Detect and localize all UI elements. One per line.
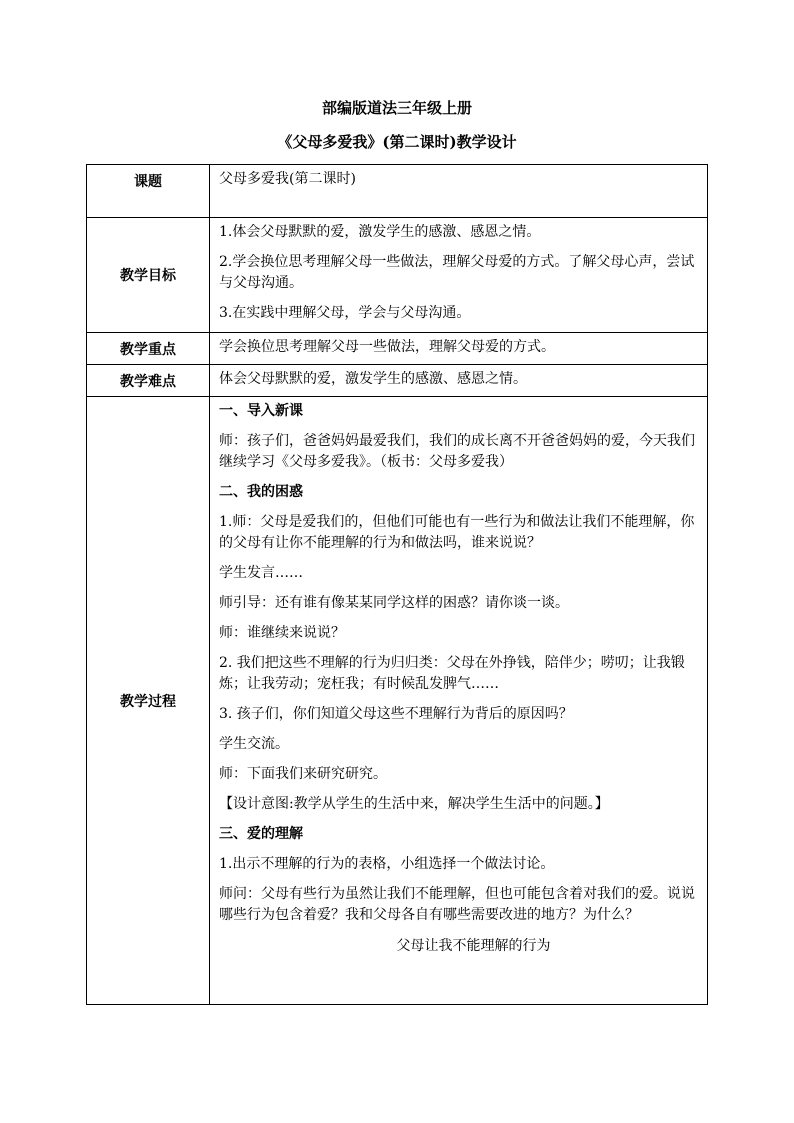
document-title: 部编版道法三年级上册: [321, 99, 472, 117]
paragraph: 1.师：父母是爱我们的，但他们可能也有一些行为和做法让我们不能理解，你的父母有让你不能理解的行为和做法吗，谁来说说？: [219, 514, 695, 551]
document-subtitle: 《父母多爱我》(第二课时)教学设计: [277, 133, 517, 151]
difficulty-label: 教学难点: [87, 365, 210, 397]
paragraph: 师：谁继续来说说？: [219, 625, 345, 641]
process-content: [210, 397, 708, 1005]
paragraph: 师问：父母有些行为虽然让我们不能理解，但也可能包含着对我们的爱。说说哪些行为包含着爱？我和父母各自有哪些需要改进的地方？为什么？: [219, 886, 695, 923]
paragraph: 1.出示不理解的行为的表格，小组选择一个做法讨论。: [219, 856, 555, 872]
design-intent: 【设计意图:教学从学生的生活中来，解决学生生活中的问题。】: [219, 796, 609, 812]
objectives-content: [210, 218, 708, 333]
objective-item: 2.学会换位思考理解父母一些做法，理解父母爱的方式。了解父母心声，尝试与父母沟通。: [219, 254, 695, 291]
objectives-label: 教学目标: [87, 218, 210, 333]
paragraph: 学生交流。: [219, 736, 289, 752]
objective-item: 1.体会父母默默的爱，激发学生的感激、感恩之情。: [219, 224, 541, 240]
difficulty-content: 体会父母默默的爱，激发学生的感激、感恩之情。: [210, 365, 708, 397]
table-row-process: [87, 397, 708, 1005]
paragraph: 师引导：还有谁有像某某同学这样的困惑？请你谈一谈。: [219, 595, 569, 611]
process-label: 教学过程: [87, 397, 210, 1005]
topic-content: 父母多爱我(第二课时): [210, 165, 708, 218]
section-heading: 二、我的困惑: [219, 484, 303, 500]
table-caption: 父母让我不能理解的行为: [396, 938, 551, 954]
paragraph: 师：下面我们来研究研究。: [219, 766, 387, 782]
section-heading: 三、爱的理解: [219, 826, 303, 842]
section-heading: 一、导入新课: [219, 403, 303, 419]
table-row-difficulty: [87, 365, 708, 397]
topic-label: 课题: [87, 165, 210, 218]
paragraph: 3. 孩子们，你们知道父母这些不理解行为背后的原因吗？: [219, 706, 573, 722]
table-row-key-point: [87, 333, 708, 365]
key-point-content: 学会换位思考理解父母一些做法，理解父母爱的方式。: [210, 333, 708, 365]
key-point-label: 教学重点: [87, 333, 210, 365]
lesson-plan-table: [86, 164, 708, 1005]
table-row-topic: [87, 165, 708, 218]
table-row-objectives: [87, 218, 708, 333]
objective-item: 3.在实践中理解父母，学会与父母沟通。: [219, 305, 471, 321]
paragraph: 师：孩子们，爸爸妈妈最爱我们，我们的成长离不开爸爸妈妈的爱，今天我们继续学习《父母多爱我》。（板书：父母多爱我）: [219, 433, 695, 470]
paragraph: 学生发言……: [219, 565, 303, 581]
paragraph: 2. 我们把这些不理解的行为归归类：父母在外挣钱，陪伴少；唠叨；让我锻炼；让我劳动；宠枉我；有时候乱发脾气……: [219, 655, 685, 692]
